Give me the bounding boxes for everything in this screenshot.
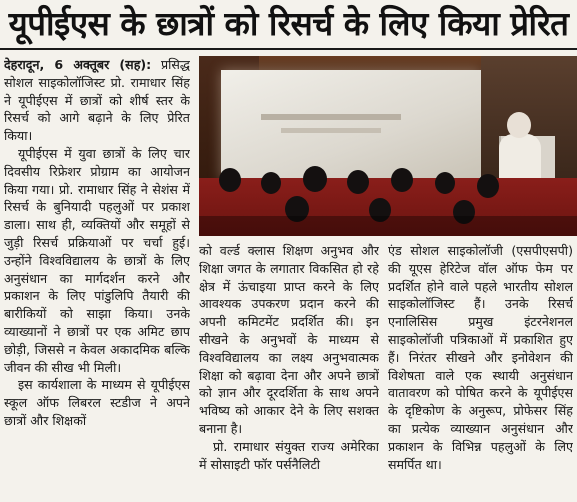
article-paragraph: एंड सोशल साइकोलॉजी (एसपीएसपी) की यूएस हेरिटेज वॉल ऑफ फेम पर प्रदर्शित होने वाले पहले भारतीय सोशल साइकोलॉजिस्ट हैं। उनके रिसर्च एनालिसिस प्रमुख इंटरनेशनल साइकोलॉजी पत्रिकाओं में प्रकाशित हुए हैं। निरंतर सीखने और इनोवेशन की विशेषता वाले एक स्थायी अनुसंधान वातावरण को पोषित करने के यूपीईएस के दृष्टिकोण के अनुरूप, प्रोफेसर सिंह का प्रत्येक व्याख्यान अनुसंधान और प्रकाशन के विभिन्न पहलुओं के लिए समर्पित था।	[388, 243, 573, 472]
audience-head	[261, 172, 281, 194]
screen-slide-line	[281, 128, 381, 133]
article-paragraph: इस कार्यशाला के माध्यम से यूपीईएस स्कूल ऑफ लिबरल स्टडीज ने अपने छात्रों और शिक्षकों	[4, 377, 190, 428]
screen-slide-title	[261, 114, 401, 120]
audience-head	[219, 168, 241, 192]
article-paragraph: प्रो. रामाधार संयुक्त राज्य अमेरिका में सोसाइटी फॉर पर्सनैलिटी	[199, 438, 379, 472]
audience-head	[391, 168, 413, 192]
audience-head	[303, 166, 327, 192]
article-column-3	[388, 242, 573, 502]
speaker-figure	[499, 134, 541, 184]
audience-head	[347, 170, 369, 194]
speaker-head	[507, 112, 531, 138]
news-photo	[199, 56, 577, 236]
projection-screen	[221, 70, 481, 180]
paragraph-text: प्रसिद्ध सोशल साइकोलॉजिस्ट प्रो. रामाधार सिंह ने यूपीईएस में छात्रों को शीर्ष स्तर के रिसर्च को आगे बढ़ाने के लिए प्रेरित किया।	[4, 57, 190, 144]
article-paragraph	[4, 56, 190, 145]
dateline: देहरादून, 6 अक्तूबर (सह):	[4, 57, 152, 72]
article-paragraph: यूपीईएस में युवा छात्रों के लिए चार दिवसीय रिफ्रेशर प्रोग्राम का आयोजन किया गया। प्रो. रामाधार सिंह ने सेशंस में रिसर्च के बुनियादी पहलुओं पर प्रकाश डाला। साथ ही, व्यक्तियों और समूहों से जुड़ी रिसर्च प्रक्रियाओं पर चर्चा हुई। उन्होंने विश्वविद्यालय के छात्रों के लिए अनुसंधान का मार्गदर्शन करने और प्रकाशन के लिए पांडुलिपि तैयारी की बारीकियों को साझा किया। उनके व्याख्यानों ने छात्रों पर एक अमिट छाप छोड़ी, जिससे न केवल अकादमिक बल्कि जीवन की सीख भी मिली।	[4, 145, 190, 375]
article-column-1	[4, 56, 190, 502]
headline: यूपीईएस के छात्रों को रिसर्च के लिए किया प्रेरित	[0, 0, 577, 50]
article-column-2	[199, 242, 379, 502]
audience-head	[435, 172, 455, 194]
photo-floor-shadow	[199, 216, 577, 236]
audience-head	[477, 174, 499, 198]
article-paragraph: को वर्ल्ड क्लास शिक्षण अनुभव और शिक्षा जगत के लगातार विकसित हो रहे क्षेत्र में ऊंचाइया प्राप्त करने के लिए आवश्यक उपकरण प्रदान करने की अपनी कमिटमेंट प्रदर्शित की। इन सीखने के अनुभवों के माध्यम से विश्वविद्यालय का लक्ष्य अनुभवात्मक शिक्षा को बढ़ावा देना और अपने छात्रों को ज्ञान और दूरदर्शिता के साथ अपने भविष्य को आकार देने के लिए सशक्त बनाना है।	[199, 243, 379, 436]
